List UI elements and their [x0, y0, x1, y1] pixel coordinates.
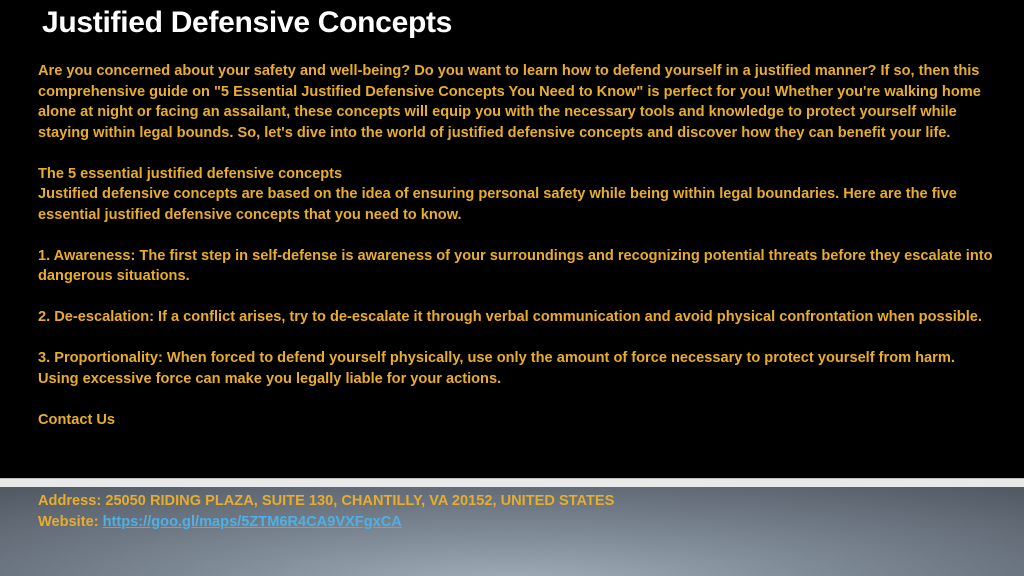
website-label: Website:	[38, 513, 99, 530]
address-label: Address:	[38, 493, 102, 509]
concept-item: 2. De-escalation: If a conflict arises, try to de-escalate it through verbal communication and avoid physical confrontation when possible.	[38, 309, 982, 325]
concept-item: 1. Awareness: The first step in self-defense is awareness of your surroundings and recognizing potential threats before they escalate into dangerous situations.	[38, 247, 993, 284]
concept-item: 3. Proportionality: When forced to defend yourself physically, use only the amount of force necessary to protect yourself from harm. Using excessive force can make you legally liable for your actions.	[38, 350, 955, 387]
intro-paragraph: Are you concerned about your safety and well-being? Do you want to learn how to defend yourself in a justified manner? If so, then this comprehensive guide on "5 Essential Justified Defensive Concepts You Need to Know" is perfect for you! Whether you're walking home alone at night or facing an assailant, these concepts will equip you with the necessary tools and knowledge to protect yourself while staying within legal bounds. So, let's dive into the world of justified defensive concepts and discover how they can benefit your life.	[38, 63, 981, 141]
article-body	[38, 61, 998, 430]
contact-heading: Contact Us	[38, 411, 116, 428]
address-value: 25050 RIDING PLAZA, SUITE 130, CHANTILLY, VA 20152, UNITED STATES	[105, 493, 615, 509]
address-line	[38, 491, 998, 512]
website-link[interactable]: https://goo.gl/maps/5ZTM6R4CA9VXFgxCA	[102, 513, 402, 530]
contact-block	[38, 491, 998, 532]
website-line	[38, 512, 998, 533]
section-heading: The 5 essential justified defensive concepts	[38, 165, 343, 182]
page-title: Justified Defensive Concepts	[42, 6, 453, 39]
section-intro: Justified defensive concepts are based on the idea of ensuring personal safety while being within legal boundaries. Here are the five essential justified defensive concepts that you need to know.	[38, 186, 957, 223]
